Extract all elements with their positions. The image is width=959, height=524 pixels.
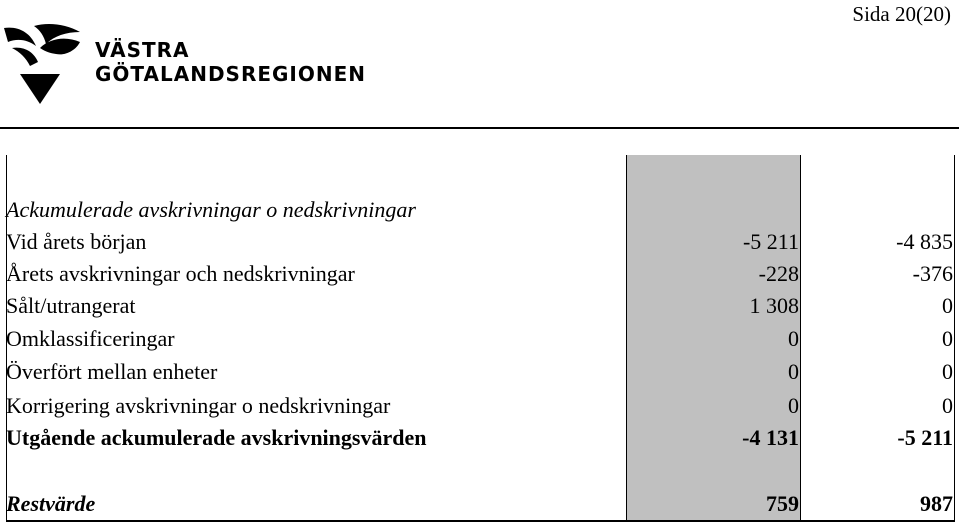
table-row [0, 323, 959, 355]
row-label: Överfört mellan enheter [6, 359, 218, 384]
row-previous-value: 0 [942, 393, 953, 418]
logo-text-line2: GÖTALANDSREGIONEN [95, 62, 367, 86]
table-row [0, 258, 959, 290]
logo [0, 0, 400, 110]
row-current-value: 0 [788, 393, 799, 418]
total-previous-value: -5 211 [897, 425, 953, 450]
row-current-value: -228 [758, 261, 799, 286]
section-title: Ackumulerade avskrivningar o nedskrivningar [6, 197, 416, 222]
row-previous-value: -4 835 [896, 229, 953, 254]
row-current-value: 1 308 [749, 293, 799, 318]
row-previous-value: 0 [942, 359, 953, 384]
table-bottom-border [6, 520, 955, 522]
logo-text-line1: VÄSTRA [95, 38, 190, 62]
table-row [0, 356, 959, 388]
row-previous-value: 0 [942, 293, 953, 318]
table-row [0, 226, 959, 258]
row-current-value: -5 211 [742, 229, 799, 254]
row-label: Vid årets början [6, 229, 147, 254]
total-current-value: -4 131 [742, 425, 799, 450]
residual-label: Restvärde [6, 491, 96, 516]
row-current-value: 0 [788, 326, 799, 351]
section-title-row [0, 194, 959, 226]
row-label: Sålt/utrangerat [6, 293, 136, 318]
logo-mark-icon [0, 22, 100, 104]
table-row [0, 390, 959, 422]
row-current-value: 0 [788, 359, 799, 384]
row-label: Årets avskrivningar och nedskrivningar [6, 261, 355, 286]
residual-row [0, 488, 959, 520]
row-label: Omklassificeringar [6, 326, 175, 351]
row-previous-value: -376 [912, 261, 953, 286]
total-row [0, 422, 959, 454]
header-divider [0, 127, 959, 129]
residual-current-value: 759 [766, 491, 799, 516]
page-number: Sida 20(20) [852, 2, 951, 26]
table-row [0, 290, 959, 322]
total-label: Utgående ackumulerade avskrivningsvärden [6, 425, 427, 450]
row-previous-value: 0 [942, 326, 953, 351]
row-label: Korrigering avskrivningar o nedskrivningar [6, 393, 391, 418]
residual-previous-value: 987 [920, 491, 953, 516]
